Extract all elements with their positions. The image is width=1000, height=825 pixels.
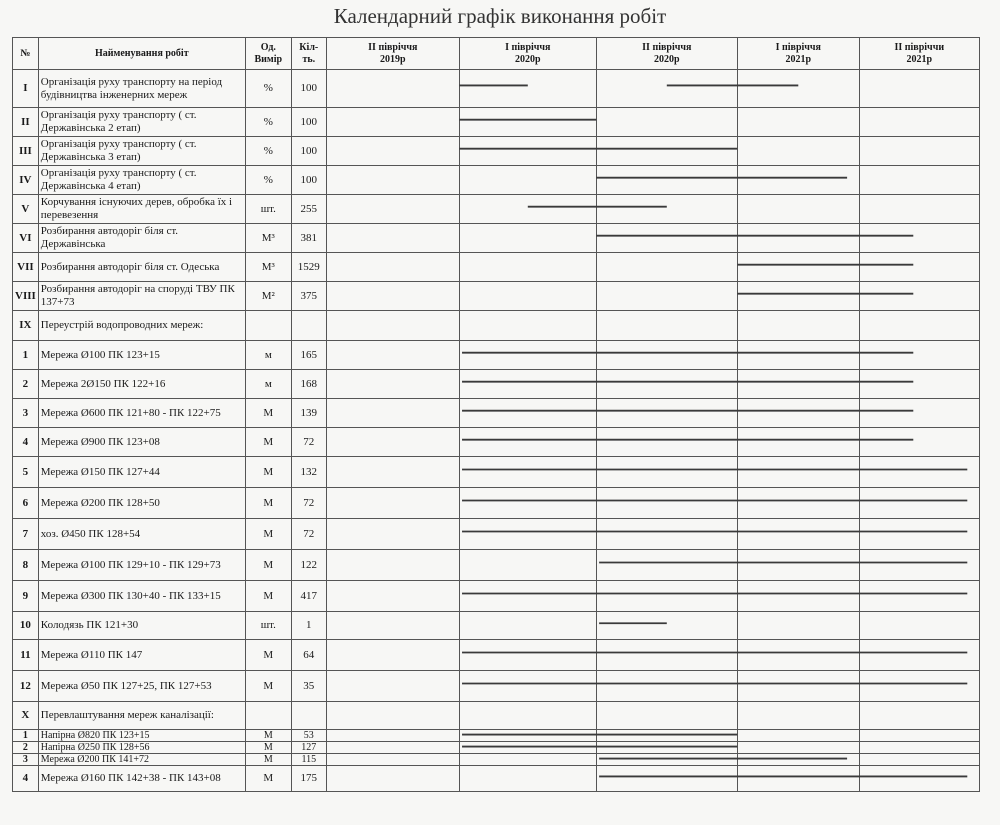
- unit-of-measure: М: [245, 428, 291, 457]
- gantt-cell: [459, 457, 596, 488]
- page-title: Календарний графік виконання робіт: [333, 4, 667, 28]
- gantt-cell: [737, 550, 859, 581]
- quantity: 35: [291, 671, 326, 702]
- table-row: [13, 742, 980, 754]
- gantt-cell: [737, 428, 859, 457]
- row-number: VI: [13, 224, 39, 253]
- unit-of-measure: %: [245, 166, 291, 195]
- unit-of-measure: [245, 311, 291, 341]
- quantity: 132: [291, 457, 326, 488]
- row-number: I: [13, 70, 39, 108]
- table-row: [13, 370, 980, 399]
- gantt-cell: [459, 550, 596, 581]
- table-row: [13, 581, 980, 612]
- work-name: Колодязь ПК 121+30: [38, 612, 245, 640]
- gantt-cell: [596, 166, 737, 195]
- work-name: Організація руху транспорту на період будівництва інженерних мереж: [38, 70, 245, 108]
- work-name: Мережа Ø150 ПК 127+44: [38, 457, 245, 488]
- gantt-cell: [859, 282, 979, 311]
- gantt-cell: [859, 612, 979, 640]
- unit-of-measure: М: [245, 457, 291, 488]
- period-year: 2020р: [515, 53, 541, 65]
- gantt-cell: [326, 581, 459, 612]
- unit-of-measure: М: [245, 399, 291, 428]
- quantity: 100: [291, 166, 326, 195]
- gantt-cell: [326, 730, 459, 742]
- gantt-cell: [596, 581, 737, 612]
- work-name: Мережа Ø300 ПК 130+40 - ПК 133+15: [38, 581, 245, 612]
- header-period: [859, 38, 979, 70]
- gantt-cell: [596, 519, 737, 550]
- gantt-cell: [596, 702, 737, 730]
- gantt-cell: [326, 399, 459, 428]
- row-number: 3: [13, 754, 39, 766]
- gantt-cell: [596, 428, 737, 457]
- gantt-cell: [859, 370, 979, 399]
- gantt-cell: [326, 311, 459, 341]
- quantity: 72: [291, 519, 326, 550]
- gantt-cell: [459, 282, 596, 311]
- gantt-cell: [859, 399, 979, 428]
- gantt-cell: [859, 108, 979, 137]
- gantt-cell: [596, 137, 737, 166]
- unit-of-measure: М²: [245, 282, 291, 311]
- work-name: Розбирання автодоріг біля ст. Державінська: [38, 224, 245, 253]
- quantity: 381: [291, 224, 326, 253]
- table-row: [13, 341, 980, 370]
- gantt-cell: [459, 766, 596, 792]
- gantt-cell: [326, 519, 459, 550]
- table-row: [13, 137, 980, 166]
- gantt-cell: [459, 640, 596, 671]
- work-name: Корчування існуючих дерев, обробка їх і перевезення: [38, 195, 245, 224]
- quantity: 375: [291, 282, 326, 311]
- quantity: [291, 311, 326, 341]
- gantt-cell: [859, 137, 979, 166]
- gantt-cell: [596, 370, 737, 399]
- gantt-cell: [737, 137, 859, 166]
- gantt-cell: [859, 70, 979, 108]
- header-row: [13, 38, 980, 70]
- gantt-cell: [737, 224, 859, 253]
- work-name: Мережа Ø200 ПК 141+72: [38, 754, 245, 766]
- row-number: 3: [13, 399, 39, 428]
- gantt-cell: [326, 282, 459, 311]
- gantt-cell: [596, 282, 737, 311]
- work-name: Мережа Ø160 ПК 142+38 - ПК 143+08: [38, 766, 245, 792]
- table-row: [13, 488, 980, 519]
- gantt-cell: [859, 766, 979, 792]
- gantt-cell: [859, 671, 979, 702]
- gantt-cell: [737, 457, 859, 488]
- unit-of-measure: М³: [245, 253, 291, 282]
- gantt-cell: [459, 370, 596, 399]
- gantt-cell: [459, 754, 596, 766]
- work-name: Мережа Ø100 ПК 129+10 - ПК 129+73: [38, 550, 245, 581]
- gantt-cell: [459, 70, 596, 108]
- gantt-cell: [459, 108, 596, 137]
- work-name: Організація руху транспорту ( ст. Державінська 2 етап): [38, 108, 245, 137]
- gantt-cell: [737, 640, 859, 671]
- work-name: Напірна Ø250 ПК 128+56: [38, 742, 245, 754]
- table-row: [13, 519, 980, 550]
- gantt-cell: [596, 550, 737, 581]
- work-name: Організація руху транспорту ( ст. Державінська 3 етап): [38, 137, 245, 166]
- gantt-cell: [326, 742, 459, 754]
- row-number: 1: [13, 341, 39, 370]
- quantity: 53: [291, 730, 326, 742]
- unit-of-measure: М: [245, 640, 291, 671]
- gantt-cell: [596, 253, 737, 282]
- work-name: Мережа Ø110 ПК 147: [38, 640, 245, 671]
- gantt-cell: [326, 195, 459, 224]
- gantt-cell: [859, 754, 979, 766]
- gantt-cell: [459, 730, 596, 742]
- work-name: Організація руху транспорту ( ст. Державінська 4 етап): [38, 166, 245, 195]
- gantt-cell: [326, 671, 459, 702]
- unit-of-measure: %: [245, 70, 291, 108]
- quantity: 115: [291, 754, 326, 766]
- gantt-cell: [859, 166, 979, 195]
- table-row: [13, 195, 980, 224]
- quantity: 72: [291, 488, 326, 519]
- table-row: [13, 282, 980, 311]
- work-name: Розбирання автодоріг біля ст. Одеська: [38, 253, 245, 282]
- gantt-cell: [737, 341, 859, 370]
- gantt-cell: [326, 108, 459, 137]
- table-row: [13, 640, 980, 671]
- gantt-cell: [737, 311, 859, 341]
- quantity: 64: [291, 640, 326, 671]
- unit-of-measure: шт.: [245, 195, 291, 224]
- unit-of-measure: М: [245, 519, 291, 550]
- gantt-cell: [326, 428, 459, 457]
- gantt-cell: [859, 519, 979, 550]
- row-number: IV: [13, 166, 39, 195]
- gantt-cell: [859, 742, 979, 754]
- header-period: [596, 38, 737, 70]
- period-year: 2021р: [906, 53, 933, 65]
- gantt-cell: [737, 766, 859, 792]
- row-number: 4: [13, 766, 39, 792]
- gantt-cell: [596, 766, 737, 792]
- gantt-cell: [596, 311, 737, 341]
- gantt-cell: [459, 224, 596, 253]
- gantt-cell: [859, 341, 979, 370]
- gantt-cell: [459, 671, 596, 702]
- period-year: 2021р: [785, 53, 812, 65]
- gantt-cell: [596, 742, 737, 754]
- gantt-cell: [859, 730, 979, 742]
- gantt-cell: [859, 488, 979, 519]
- gantt-cell: [596, 341, 737, 370]
- row-number: 5: [13, 457, 39, 488]
- work-name: Розбирання автодоріг на споруді ТВУ ПК 137+73: [38, 282, 245, 311]
- quantity: 127: [291, 742, 326, 754]
- table-row: [13, 399, 980, 428]
- work-name: Мережа Ø200 ПК 128+50: [38, 488, 245, 519]
- unit-of-measure: М: [245, 754, 291, 766]
- gantt-cell: [459, 428, 596, 457]
- period-label: II півріччи: [894, 42, 945, 53]
- gantt-cell: [737, 253, 859, 282]
- gantt-cell: [737, 195, 859, 224]
- gantt-cell: [737, 742, 859, 754]
- gantt-cell: [596, 671, 737, 702]
- gantt-cell: [459, 166, 596, 195]
- gantt-cell: [459, 253, 596, 282]
- header-name: Найменування робіт: [38, 38, 245, 70]
- gantt-cell: [326, 457, 459, 488]
- work-name: Мережа 2Ø150 ПК 122+16: [38, 370, 245, 399]
- header-period: [459, 38, 596, 70]
- table-row: [13, 671, 980, 702]
- work-name: Мережа Ø100 ПК 123+15: [38, 341, 245, 370]
- quantity: 168: [291, 370, 326, 399]
- row-number: 8: [13, 550, 39, 581]
- gantt-cell: [326, 640, 459, 671]
- gantt-cell: [596, 457, 737, 488]
- unit-of-measure: м: [245, 341, 291, 370]
- gantt-cell: [459, 311, 596, 341]
- table-row: [13, 457, 980, 488]
- quantity: 1: [291, 612, 326, 640]
- gantt-cell: [737, 166, 859, 195]
- quantity: 175: [291, 766, 326, 792]
- row-number: 12: [13, 671, 39, 702]
- gantt-cell: [859, 311, 979, 341]
- table-row: [13, 224, 980, 253]
- gantt-cell: [326, 224, 459, 253]
- gantt-cell: [326, 702, 459, 730]
- quantity: 122: [291, 550, 326, 581]
- gantt-cell: [859, 640, 979, 671]
- gantt-cell: [326, 70, 459, 108]
- table-row: [13, 253, 980, 282]
- row-number: III: [13, 137, 39, 166]
- gantt-cell: [737, 612, 859, 640]
- table-row: [13, 612, 980, 640]
- unit-of-measure: М: [245, 730, 291, 742]
- gantt-cell: [596, 754, 737, 766]
- gantt-cell: [326, 341, 459, 370]
- gantt-cell: [326, 766, 459, 792]
- row-number: II: [13, 108, 39, 137]
- quantity: 72: [291, 428, 326, 457]
- period-label: II півріччя: [642, 42, 692, 53]
- gantt-cell: [459, 195, 596, 224]
- gantt-cell: [596, 488, 737, 519]
- gantt-cell: [459, 581, 596, 612]
- row-number: V: [13, 195, 39, 224]
- gantt-cell: [326, 253, 459, 282]
- gantt-cell: [459, 519, 596, 550]
- gantt-cell: [459, 488, 596, 519]
- gantt-cell: [326, 612, 459, 640]
- row-number: 2: [13, 742, 39, 754]
- unit-of-measure: М: [245, 581, 291, 612]
- row-number: 6: [13, 488, 39, 519]
- unit-of-measure: М: [245, 671, 291, 702]
- row-number: 4: [13, 428, 39, 457]
- unit-of-measure: %: [245, 108, 291, 137]
- unit-of-measure: М: [245, 766, 291, 792]
- header-unit: Од. Вимір: [245, 38, 291, 70]
- gantt-cell: [859, 702, 979, 730]
- quantity: 100: [291, 137, 326, 166]
- quantity: 255: [291, 195, 326, 224]
- header-qty: Кіл-ть.: [291, 38, 326, 70]
- table-row: [13, 108, 980, 137]
- gantt-cell: [859, 581, 979, 612]
- row-number: 2: [13, 370, 39, 399]
- quantity: 100: [291, 70, 326, 108]
- row-number: X: [13, 702, 39, 730]
- gantt-cell: [459, 137, 596, 166]
- gantt-cell: [596, 399, 737, 428]
- gantt-cell: [459, 612, 596, 640]
- quantity: 1529: [291, 253, 326, 282]
- work-name: хоз. Ø450 ПК 128+54: [38, 519, 245, 550]
- table-row: [13, 166, 980, 195]
- quantity: 139: [291, 399, 326, 428]
- table-row: [13, 702, 980, 730]
- gantt-cell: [326, 166, 459, 195]
- gantt-cell: [859, 224, 979, 253]
- gantt-cell: [737, 399, 859, 428]
- gantt-cell: [596, 195, 737, 224]
- gantt-cell: [859, 550, 979, 581]
- unit-of-measure: М: [245, 550, 291, 581]
- unit-of-measure: м: [245, 370, 291, 399]
- unit-of-measure: М: [245, 488, 291, 519]
- gantt-cell: [596, 224, 737, 253]
- unit-of-measure: М: [245, 742, 291, 754]
- table-row: [13, 428, 980, 457]
- gantt-cell: [737, 282, 859, 311]
- gantt-cell: [737, 581, 859, 612]
- quantity: 100: [291, 108, 326, 137]
- row-number: IX: [13, 311, 39, 341]
- gantt-cell: [326, 550, 459, 581]
- unit-of-measure: %: [245, 137, 291, 166]
- gantt-cell: [596, 612, 737, 640]
- gantt-cell: [737, 754, 859, 766]
- work-name: Мережа Ø50 ПК 127+25, ПК 127+53: [38, 671, 245, 702]
- gantt-cell: [459, 702, 596, 730]
- gantt-cell: [859, 195, 979, 224]
- work-name: Перевлаштування мереж каналізації:: [38, 702, 245, 730]
- row-number: VII: [13, 253, 39, 282]
- header-num: №: [13, 38, 39, 70]
- gantt-cell: [596, 70, 737, 108]
- gantt-cell: [326, 137, 459, 166]
- gantt-cell: [326, 754, 459, 766]
- period-year: 2020р: [654, 53, 680, 65]
- gantt-cell: [596, 108, 737, 137]
- gantt-cell: [859, 428, 979, 457]
- gantt-cell: [737, 70, 859, 108]
- gantt-cell: [859, 253, 979, 282]
- period-year: 2019р: [380, 53, 406, 65]
- header-period: [737, 38, 859, 70]
- row-number: 9: [13, 581, 39, 612]
- work-name: Переустрій водопроводних мереж:: [38, 311, 245, 341]
- gantt-cell: [737, 370, 859, 399]
- period-label: II півріччя: [368, 42, 418, 53]
- schedule-table: [12, 37, 980, 792]
- quantity: 417: [291, 581, 326, 612]
- gantt-cell: [326, 488, 459, 519]
- row-number: 7: [13, 519, 39, 550]
- table-row: [13, 550, 980, 581]
- gantt-cell: [326, 370, 459, 399]
- table-row: [13, 70, 980, 108]
- gantt-cell: [459, 399, 596, 428]
- row-number: VIII: [13, 282, 39, 311]
- table-row: [13, 754, 980, 766]
- gantt-cell: [737, 108, 859, 137]
- gantt-cell: [596, 640, 737, 671]
- unit-of-measure: шт.: [245, 612, 291, 640]
- gantt-cell: [737, 702, 859, 730]
- row-number: 10: [13, 612, 39, 640]
- gantt-cell: [737, 488, 859, 519]
- row-number: 1: [13, 730, 39, 742]
- quantity: 165: [291, 341, 326, 370]
- work-name: Напірна Ø820 ПК 123+15: [38, 730, 245, 742]
- header-period: [326, 38, 459, 70]
- unit-of-measure: [245, 702, 291, 730]
- quantity: [291, 702, 326, 730]
- gantt-cell: [459, 341, 596, 370]
- gantt-cell: [737, 519, 859, 550]
- work-name: Мережа Ø600 ПК 121+80 - ПК 122+75: [38, 399, 245, 428]
- gantt-cell: [459, 742, 596, 754]
- table-row: [13, 730, 980, 742]
- gantt-cell: [596, 730, 737, 742]
- gantt-cell: [859, 457, 979, 488]
- row-number: 11: [13, 640, 39, 671]
- work-name: Мережа Ø900 ПК 123+08: [38, 428, 245, 457]
- period-label: I півріччя: [775, 42, 821, 53]
- table-row: [13, 766, 980, 792]
- gantt-cell: [737, 730, 859, 742]
- table-row: [13, 311, 980, 341]
- gantt-cell: [737, 671, 859, 702]
- period-label: I півріччя: [505, 42, 551, 53]
- unit-of-measure: М³: [245, 224, 291, 253]
